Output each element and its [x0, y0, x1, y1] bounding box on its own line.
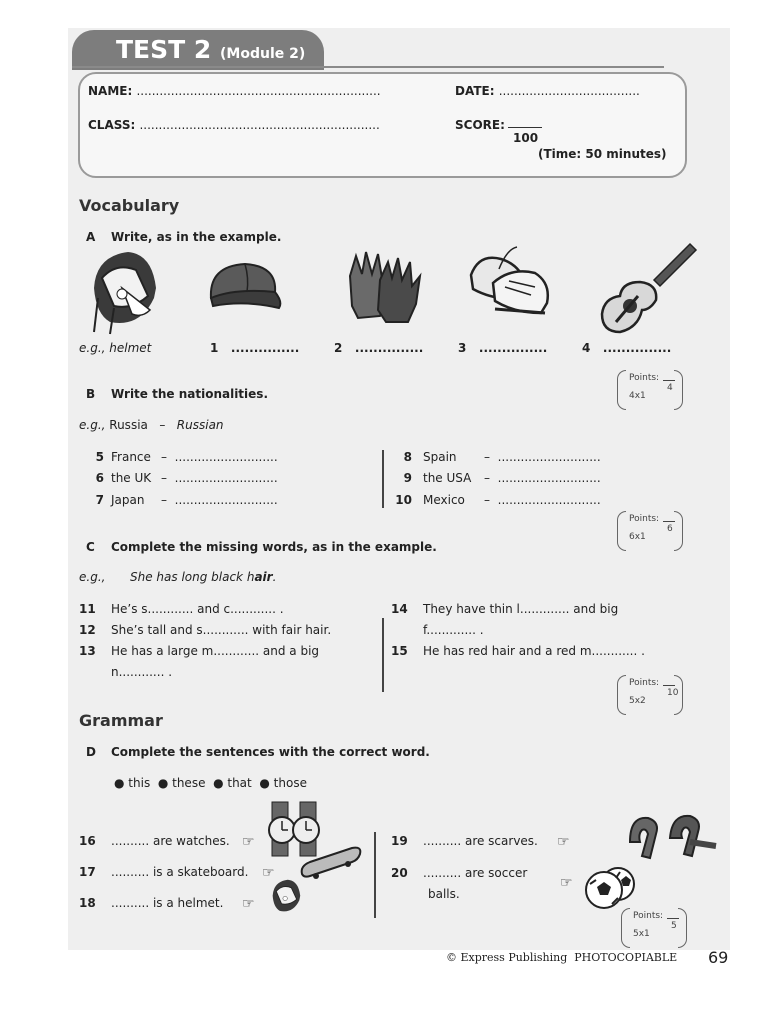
points-box-a: Points: 4 4x1 — [617, 370, 683, 410]
section-b-item-5-blank: – ........................... — [161, 450, 278, 464]
section-a-item-1: 1 ............... — [210, 341, 300, 355]
helmet-icon — [88, 248, 160, 338]
points-box-b: Points: 6 6x1 — [617, 511, 683, 551]
section-d-item-18-text: .......... is a helmet. — [111, 896, 224, 910]
section-b-divider — [382, 450, 384, 508]
section-a-example: e.g., helmet — [79, 341, 152, 355]
footer-copyright: © Express Publishing PHOTOCOPIABLE — [446, 951, 678, 964]
section-b-item-9-number: 9 — [403, 471, 412, 485]
skateboard-icon — [298, 842, 364, 882]
section-d-item-17-text: .......... is a skateboard. — [111, 865, 249, 879]
score-label: SCORE: — [455, 118, 505, 132]
section-c-item-14-number: 14 — [391, 602, 408, 616]
helmet-icon — [268, 878, 304, 918]
score-fraction-bar — [508, 127, 542, 128]
section-b-item-8-number: 8 — [403, 450, 412, 464]
section-d-letter: D — [86, 745, 96, 759]
section-d-item-20-continued: balls. — [428, 887, 460, 901]
module-label: (Module 2) — [220, 46, 306, 62]
pointing-hand-icon: ☞ — [262, 865, 275, 881]
date-line: DATE: ..................................... — [455, 84, 640, 98]
section-d-item-20-text: .......... are soccer — [423, 866, 528, 880]
gloves-icon — [344, 246, 424, 324]
section-d-divider — [374, 832, 376, 918]
section-c-item-14-text: They have thin l............. and big — [423, 602, 619, 616]
section-b-item-7-number: 7 — [95, 493, 104, 507]
section-c-item-13-number: 13 — [79, 644, 96, 658]
scarves-icon — [620, 812, 720, 862]
section-c-item-14-continued: f............. . — [423, 623, 484, 637]
section-d-instruction: Complete the sentences with the correct word. — [111, 745, 430, 759]
section-c-item-12-number: 12 — [79, 623, 96, 637]
section-c-instruction: Complete the missing words, as in the example. — [111, 540, 437, 554]
section-a-letter: A — [86, 230, 96, 244]
section-d-item-20-number: 20 — [391, 866, 408, 880]
section-b-item-8-blank: – ........................... — [484, 450, 601, 464]
section-b-item-7-blank: – ........................... — [161, 493, 278, 507]
section-b-item-7-country: Japan — [111, 493, 145, 507]
section-b-item-9-blank: – ........................... — [484, 471, 601, 485]
grammar-heading: Grammar — [79, 711, 163, 730]
section-d-item-18-number: 18 — [79, 896, 96, 910]
guitar-icon — [598, 240, 698, 340]
section-a-item-3: 3 ............... — [458, 341, 548, 355]
points-box-d: Points: 5 5x1 — [621, 908, 687, 948]
cap-icon — [205, 258, 287, 314]
section-b-item-10-country: Mexico — [423, 493, 465, 507]
section-b-item-10-blank: – ........................... — [484, 493, 601, 507]
section-c-item-13-continued: n............ . — [111, 665, 173, 679]
section-b-instruction: Write the nationalities. — [111, 387, 268, 401]
pointing-hand-icon: ☞ — [560, 875, 573, 891]
section-b-item-6-country: the UK — [111, 471, 152, 485]
vocabulary-heading: Vocabulary — [79, 196, 180, 215]
page-number: 69 — [708, 948, 729, 967]
section-b-item-6-number: 6 — [95, 471, 104, 485]
section-c-letter: C — [86, 540, 95, 554]
section-b-item-10-number: 10 — [395, 493, 412, 507]
section-b-example: e.g., Russia – Russian — [79, 418, 224, 432]
section-b-item-8-country: Spain — [423, 450, 457, 464]
test-title: TEST 2 (Module 2) — [116, 35, 306, 64]
section-b-item-5-country: France — [111, 450, 151, 464]
section-d-item-16-number: 16 — [79, 834, 96, 848]
section-c-example-prefix: e.g., — [79, 570, 106, 584]
trainers-icon — [465, 243, 553, 319]
section-a-instruction: Write, as in the example. — [111, 230, 282, 244]
score-total: 100 — [513, 131, 539, 145]
section-c-item-11-number: 11 — [79, 602, 96, 616]
section-d-item-17-number: 17 — [79, 865, 96, 879]
section-b-item-5-number: 5 — [95, 450, 104, 464]
section-b-item-9-country: the USA — [423, 471, 472, 485]
word-options: ● this ● these ● that ● those — [114, 776, 307, 790]
section-b-letter: B — [86, 387, 96, 401]
section-b-item-6-blank: – ........................... — [161, 471, 278, 485]
header-rule — [72, 66, 664, 68]
section-c-item-15-number: 15 — [391, 644, 408, 658]
section-d-item-19-number: 19 — [391, 834, 408, 848]
section-d-item-19-text: .......... are scarves. — [423, 834, 538, 848]
section-c-item-15-text: He has red hair and a red m............ . — [423, 644, 645, 658]
soccer-balls-icon — [584, 864, 640, 910]
class-line: CLASS: ............................................................... — [88, 118, 380, 132]
points-box-c: Points: 10 5x2 — [617, 675, 683, 715]
section-c-item-13-text: He has a large m............ and a big — [111, 644, 320, 658]
section-a-item-2: 2 ............... — [334, 341, 424, 355]
pointing-hand-icon: ☞ — [557, 834, 570, 850]
section-c-example: She has long black hair. — [130, 570, 277, 584]
pointing-hand-icon: ☞ — [242, 896, 255, 912]
time-limit: (Time: 50 minutes) — [538, 147, 667, 161]
section-d-item-16-text: .......... are watches. — [111, 834, 230, 848]
name-line: NAME: ................................................................ — [88, 84, 381, 98]
section-c-item-12-text: She’s tall and s............ with fair hair. — [111, 623, 332, 637]
section-c-divider — [382, 618, 384, 692]
section-a-item-4: 4 ............... — [582, 341, 672, 355]
pointing-hand-icon: ☞ — [242, 834, 255, 850]
section-c-item-11-text: He’s s............ and c............ . — [111, 602, 284, 616]
